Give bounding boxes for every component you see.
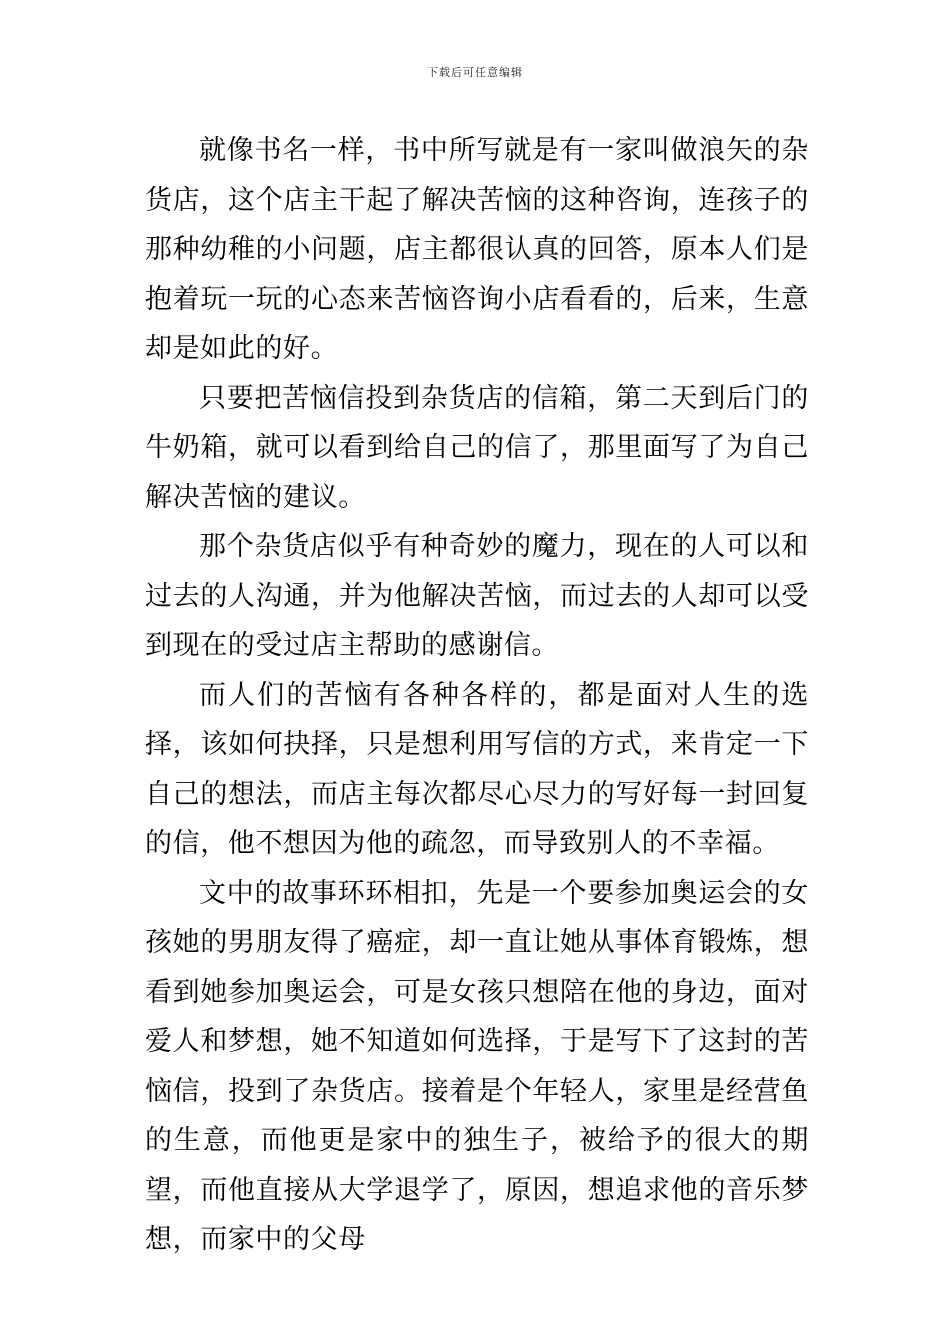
paragraph: 文中的故事环环相扣，先是一个要参加奥运会的女孩她的男朋友得了癌症，却一直让她从事体育锻炼，想看到她参加奥运会，可是女孩只想陪在他的身边，面对爱人和梦想，她不知道如何选择，于是写下了这封的苦恼信，投到了杂货店。接着是个年轻人，家里是经营鱼的生意，而他更是家中的独生子，被给予的很大的期望，而他直接从大学退学了，原因，想追求他的音乐梦想，而家中的父母 xyxy=(145,877,809,1255)
document-body xyxy=(145,126,809,1265)
paragraph: 那个杂货店似乎有种奇妙的魔力，现在的人可以和过去的人沟通，并为他解决苦恼，而过去的人却可以受到现在的受过店主帮助的感谢信。 xyxy=(145,531,809,661)
paragraph: 只要把苦恼信投到杂货店的信箱，第二天到后门的牛奶箱，就可以看到给自己的信了，那里面写了为自己解决苦恼的建议。 xyxy=(145,382,809,513)
paragraph: 而人们的苦恼有各种各样的，都是面对人生的选择，该如何抉择，只是想利用写信的方式，来肯定一下自己的想法，而店主每次都尽心尽力的写好每一封回复的信，他不想因为他的疏忽，而导致别人的不幸福。 xyxy=(145,679,809,859)
paragraph: 就像书名一样，书中所写就是有一家叫做浪矢的杂货店，这个店主干起了解决苦恼的这种咨询，连孩子的那种幼稚的小问题，店主都很认真的回答，原本人们是抱着玩一玩的心态来苦恼咨询小店看看的，后来，生意却是如此的好。 xyxy=(145,135,809,364)
page-header: 下载后可任意编辑 xyxy=(427,66,523,79)
